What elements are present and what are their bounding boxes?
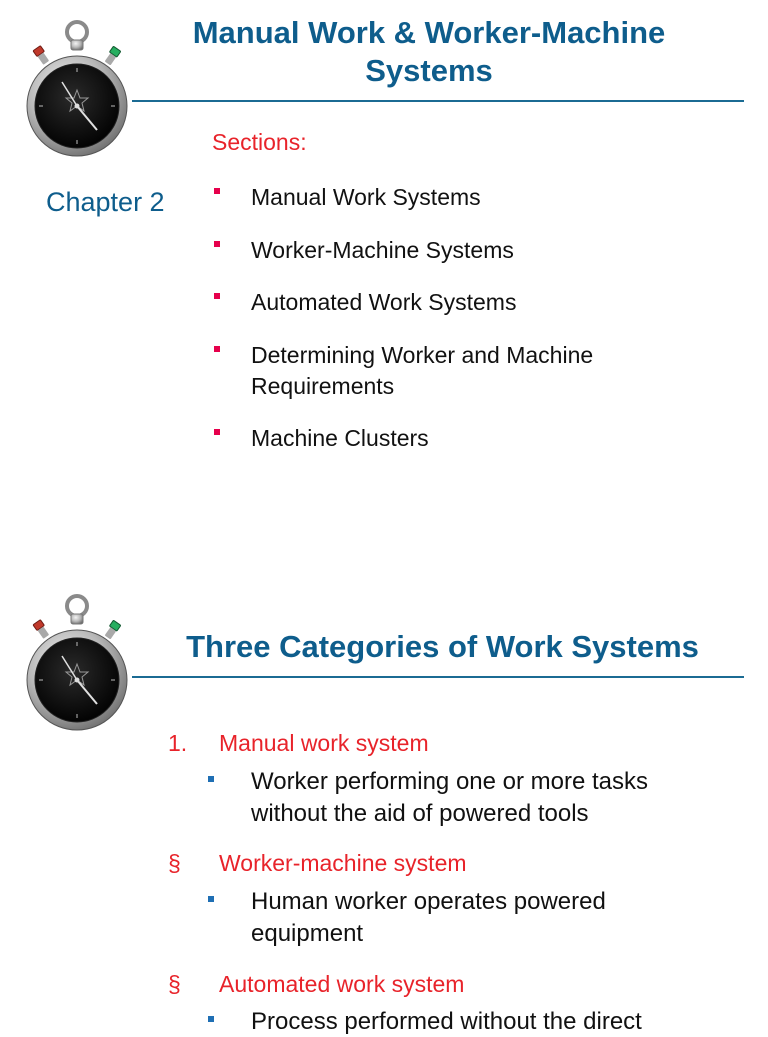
category-marker: 1.: [168, 730, 188, 756]
slide-1-title: [140, 14, 718, 90]
title-line-2: Systems: [365, 53, 493, 88]
category-description: without the aid of powered tools: [251, 800, 589, 827]
square-bullet-icon: [214, 241, 220, 247]
chapter-label: Chapter 2: [46, 187, 165, 217]
square-bullet-icon: [214, 429, 220, 435]
square-bullet-icon: [208, 1016, 214, 1022]
category-description: Human worker operates powered: [251, 888, 606, 915]
title-divider: [132, 100, 744, 102]
list-item: Automated Work Systems: [251, 289, 517, 315]
title-divider: [132, 676, 744, 678]
square-bullet-icon: [214, 346, 220, 352]
slide-2: [0, 590, 768, 1035]
list-item: Worker-Machine Systems: [251, 237, 514, 263]
list-item-continuation: Requirements: [251, 373, 395, 399]
list-item: Manual Work Systems: [251, 184, 481, 210]
square-bullet-icon: [214, 188, 220, 194]
square-bullet-icon: [214, 293, 220, 299]
category-label: Manual work system: [219, 730, 429, 756]
category-description: equipment: [251, 920, 364, 947]
category-label: Automated work system: [219, 971, 465, 997]
square-bullet-icon: [208, 776, 214, 782]
stopwatch-icon: [22, 18, 132, 158]
category-label: Worker-machine system: [219, 850, 467, 876]
sections-label: Sections:: [212, 129, 307, 155]
square-bullet-icon: [208, 896, 214, 902]
category-description: Process performed without the direct: [251, 1008, 642, 1035]
category-marker: §: [168, 971, 181, 997]
stopwatch-icon: [22, 592, 132, 732]
category-marker: §: [168, 850, 181, 876]
slide-2-title: Three Categories of Work Systems: [186, 629, 699, 664]
title-line-1: Manual Work & Worker-Machine: [192, 15, 666, 50]
category-description: Worker performing one or more tasks: [251, 768, 649, 795]
list-item: Determining Worker and Machine: [251, 342, 594, 368]
list-item: Machine Clusters: [251, 425, 429, 451]
